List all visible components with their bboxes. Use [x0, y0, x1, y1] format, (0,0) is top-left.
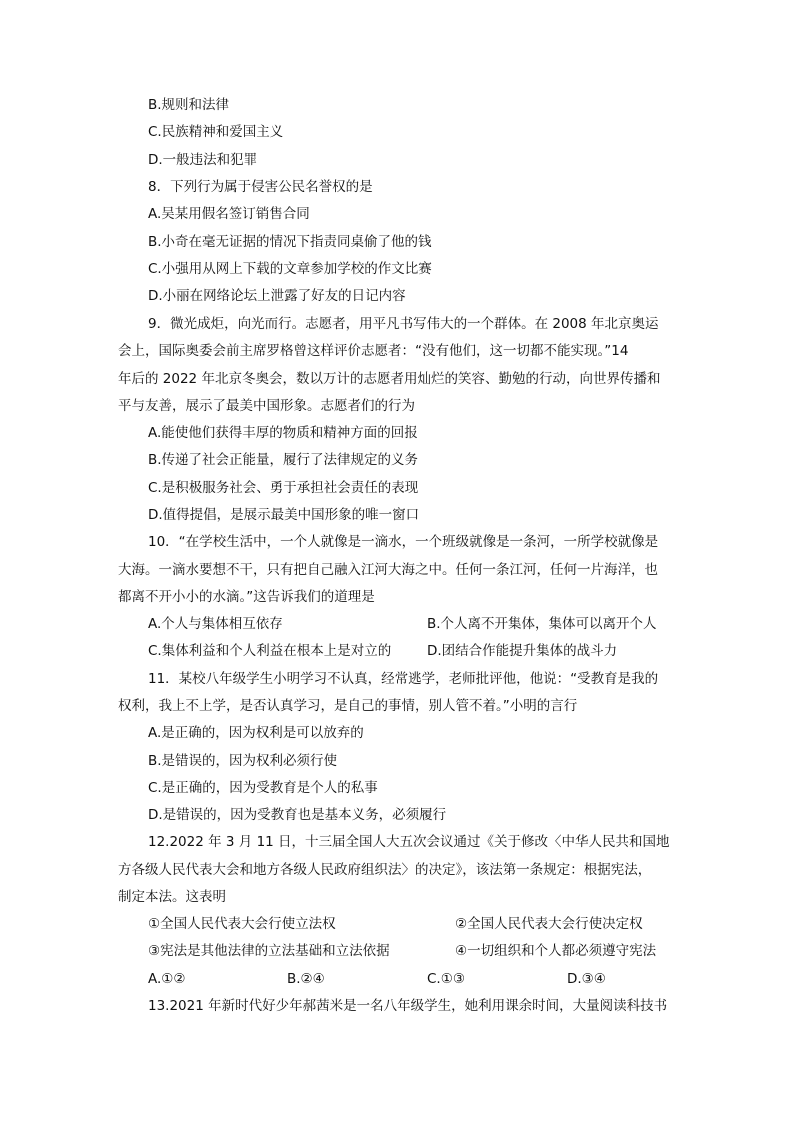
- q12-item-3: ③宪法是其他法律的立法基础和立法依据: [148, 943, 390, 959]
- q11-option-c: C.是正确的，因为受教育是个人的私事: [148, 780, 378, 796]
- q10-option-d: D.团结合作能提升集体的战斗力: [427, 643, 618, 659]
- q12-item-2: ②全国人民代表大会行使决定权: [455, 916, 643, 932]
- q11-option-d: D.是错误的，因为受教育也是基本义务，必须履行: [148, 807, 447, 823]
- q8-stem: 8．下列行为属于侵害公民名誉权的是: [148, 179, 373, 195]
- q9-stem-line-4: 平与友善，展示了最美中国形象。志愿者们的行为: [118, 398, 415, 414]
- q9-stem-line-1: 9．微光成炬，向光而行。志愿者，用平凡书写伟大的一个群体。在 2008 年北京奥运: [148, 316, 659, 332]
- q7-option-c: C.民族精神和爱国主义: [148, 124, 284, 140]
- q9-option-c: C.是积极服务社会、勇于承担社会责任的表现: [148, 480, 419, 496]
- q8-option-c: C.小强用从网上下载的文章参加学校的作文比赛: [148, 261, 432, 277]
- q9-option-b: B.传递了社会正能量，履行了法律规定的义务: [148, 452, 419, 468]
- q10-stem-line-3: 都离不开小小的水滴。”这告诉我们的道理是: [118, 589, 375, 605]
- q12-option-d: D.③④: [567, 971, 606, 987]
- q9-option-a: A.能使他们获得丰厚的物质和精神方面的回报: [148, 425, 418, 441]
- q10-option-c: C.集体利益和个人利益在根本上是对立的: [148, 643, 392, 659]
- q9-stem-line-3: 年后的 2022 年北京冬奥会，数以万计的志愿者用灿烂的笑容、勤勉的行动，向世界传播和: [118, 371, 661, 387]
- q13-stem-line-1: 13.2021 年新时代好少年郝茜米是一名八年级学生，她利用课余时间，大量阅读科技书: [148, 998, 668, 1014]
- q12-stem-line-2: 方各级人民代表大会和地方各级人民政府组织法〉的决定》，该法第一条规定：根据宪法，: [118, 862, 652, 878]
- q10-option-a: A.个人与集体相互依存: [148, 616, 283, 632]
- q8-option-b: B.小奇在毫无证据的情况下指责同桌偷了他的钱: [148, 234, 432, 250]
- q9-stem-line-2: 会上，国际奥委会前主席罗格曾这样评价志愿者：“没有他们，这一切都不能实现。”14: [118, 343, 629, 359]
- q12-option-b: B.②④: [287, 971, 325, 987]
- q12-stem-line-1: 12.2022 年 3 月 11 日，十三届全国人大五次会议通过《关于修改〈中华人民共和国地: [148, 834, 670, 850]
- q12-option-c: C.①③: [427, 971, 465, 987]
- q10-stem-line-1: 10．“在学校生活中，一个人就像是一滴水，一个班级就像是一条河，一所学校就像是: [148, 534, 659, 550]
- q7-option-b: B.规则和法律: [148, 97, 230, 113]
- q11-stem-line-2: 权利，我上不上学，是否认真学习，是自己的事情，别人管不着。”小明的言行: [118, 698, 578, 714]
- q10-option-b: B.个人离不开集体，集体可以离开个人: [427, 616, 657, 632]
- q12-option-a: A.①②: [148, 971, 186, 987]
- q12-item-4: ④一切组织和个人都必须遵守宪法: [455, 943, 657, 959]
- q11-option-b: B.是错误的，因为权利必须行使: [148, 753, 338, 769]
- q8-option-d: D.小丽在网络论坛上泄露了好友的日记内容: [148, 288, 406, 304]
- q11-stem-line-1: 11．某校八年级学生小明学习不认真，经常逃学，老师批评他，他说：“受教育是我的: [148, 671, 659, 687]
- q12-stem-line-3: 制定本法。这表明: [118, 889, 226, 905]
- q7-option-d: D.一般违法和犯罪: [148, 152, 258, 168]
- q12-item-1: ①全国人民代表大会行使立法权: [148, 916, 336, 932]
- q9-option-d: D.值得提倡，是展示最美中国形象的唯一窗口: [148, 507, 420, 523]
- q8-option-a: A.吴某用假名签订销售合同: [148, 206, 310, 222]
- q10-stem-line-2: 大海。一滴水要想不干，只有把自己融入江河大海之中。任何一条江河，任何一片海洋，也: [118, 562, 658, 578]
- q11-option-a: A.是正确的，因为权利是可以放弃的: [148, 725, 364, 741]
